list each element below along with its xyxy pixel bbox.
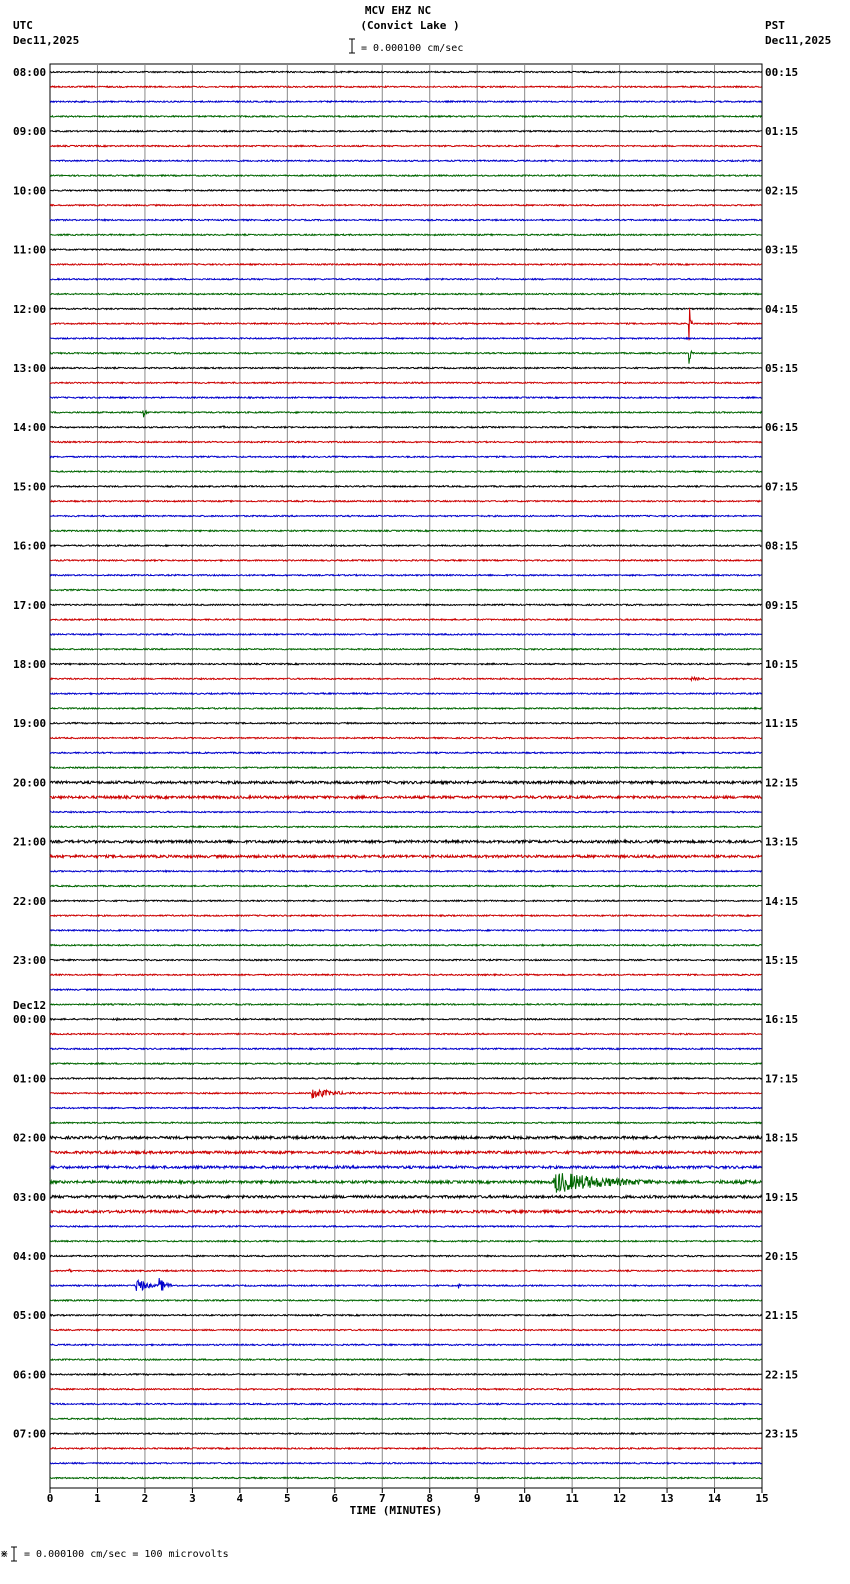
seismic-trace <box>50 1033 762 1034</box>
seismic-trace <box>50 101 762 102</box>
seismic-trace <box>50 190 762 191</box>
seismic-trace <box>50 1226 762 1227</box>
pst-hour-label: 14:15 <box>765 894 799 908</box>
x-tick-label: 4 <box>236 1492 244 1505</box>
utc-hour-label: 21:00 <box>13 835 47 849</box>
seismic-trace <box>50 737 762 738</box>
seismic-trace <box>50 708 762 709</box>
scale-bar-icon <box>349 39 355 53</box>
seismic-trace <box>50 767 762 768</box>
x-tick-label: 10 <box>518 1492 532 1505</box>
pst-hour-label: 19:15 <box>765 1190 799 1204</box>
pst-hour-label: 16:15 <box>765 1013 799 1027</box>
x-tick-label: 0 <box>46 1492 54 1505</box>
pst-date: Dec11,2025 <box>765 34 832 47</box>
seismic-trace <box>50 796 762 799</box>
seismic-trace <box>50 264 762 265</box>
utc-hour-label: 08:00 <box>13 66 47 79</box>
x-tick-label: 2 <box>141 1492 149 1505</box>
seismic-trace <box>50 604 762 605</box>
pst-hour-label: 18:15 <box>765 1131 799 1145</box>
utc-hour-label: 12:00 <box>13 302 47 316</box>
seismic-trace <box>50 530 762 531</box>
pst-hour-label: 07:15 <box>765 480 799 494</box>
utc-hour-label: 15:00 <box>13 480 47 494</box>
x-tick-label: 7 <box>378 1492 386 1505</box>
utc-hour-label: 05:00 <box>13 1309 47 1323</box>
pst-hour-label: 10:15 <box>765 658 799 671</box>
seismic-trace <box>50 1433 762 1434</box>
pst-hour-label: 00:15 <box>765 66 799 79</box>
seismic-trace <box>50 1196 762 1199</box>
seismic-trace <box>50 1389 762 1390</box>
seismic-trace <box>50 900 762 901</box>
seismic-trace <box>50 545 762 546</box>
x-tick-label: 12 <box>612 1492 627 1505</box>
utc-label: UTC <box>13 19 33 32</box>
scale-text: = 0.000100 cm/sec <box>361 43 464 54</box>
seismic-trace <box>50 1136 762 1139</box>
seismic-trace <box>50 1329 762 1330</box>
x-tick-label: 13 <box>660 1492 674 1505</box>
x-tick-label: 14 <box>707 1492 722 1505</box>
seismic-trace <box>50 693 762 694</box>
utc-hour-label: 01:00 <box>13 1072 47 1086</box>
pst-hour-label: 21:15 <box>765 1309 799 1323</box>
seismic-trace <box>50 1122 762 1123</box>
seismic-trace <box>50 1374 762 1375</box>
x-tick-label: 6 <box>331 1492 339 1505</box>
seismic-trace <box>50 249 762 250</box>
seismic-trace <box>50 1463 762 1464</box>
pst-hour-label: 03:15 <box>765 243 799 257</box>
x-tick-label: 3 <box>189 1492 196 1505</box>
x-axis-label: TIME (MINUTES) <box>349 1504 443 1517</box>
footer-scale-bar-icon <box>11 1547 17 1561</box>
seismic-trace <box>50 397 762 398</box>
seismic-trace <box>50 1151 762 1154</box>
seismic-trace <box>50 1403 762 1404</box>
pst-hour-label: 06:15 <box>765 421 799 435</box>
utc-hour-label: 23:00 <box>13 954 47 967</box>
utc-hour-label: 02:00 <box>13 1131 47 1145</box>
seismic-trace <box>50 234 762 235</box>
seismic-trace <box>50 1107 762 1108</box>
x-tick-label: 1 <box>94 1492 101 1505</box>
seismic-trace <box>50 1078 762 1079</box>
utc-hour-label: 14:00 <box>13 421 47 435</box>
utc-hour-label: 03:00 <box>13 1190 47 1204</box>
utc-hour-label: 19:00 <box>13 717 47 731</box>
seismic-trace <box>50 411 762 418</box>
seismic-trace <box>50 338 762 339</box>
seismic-trace <box>50 486 762 487</box>
footer-marker: ⋇ <box>0 1549 9 1560</box>
x-tick-label: 15 <box>755 1492 769 1505</box>
seismic-trace <box>50 219 762 220</box>
utc-date-change-label: Dec12 <box>13 999 47 1013</box>
seismic-trace <box>50 723 762 724</box>
seismic-trace <box>50 915 762 916</box>
seismic-trace <box>50 634 762 635</box>
seismic-trace <box>50 930 762 931</box>
seismic-trace <box>50 1300 762 1301</box>
seismic-trace <box>50 456 762 457</box>
seismic-trace <box>50 560 762 561</box>
seismic-trace <box>50 86 762 87</box>
seismic-trace <box>50 471 762 472</box>
seismic-trace <box>50 826 762 827</box>
seismic-trace <box>50 1344 762 1345</box>
pst-hour-label: 23:15 <box>765 1427 799 1441</box>
seismic-trace <box>50 293 762 294</box>
footer-scale-note: = 0.000100 cm/sec = 100 microvolts <box>24 1549 229 1560</box>
seismic-trace <box>50 1090 762 1099</box>
seismic-trace <box>50 855 762 858</box>
pst-hour-label: 04:15 <box>765 302 799 316</box>
seismic-trace <box>50 1359 762 1360</box>
seismic-trace <box>50 367 762 368</box>
x-tick-label: 5 <box>284 1492 291 1505</box>
utc-hour-label: 18:00 <box>13 658 47 671</box>
pst-hour-label: 08:15 <box>765 539 799 553</box>
seismic-trace <box>50 205 762 206</box>
pst-hour-label: 12:15 <box>765 776 799 790</box>
seismic-trace <box>50 441 762 442</box>
utc-hour-label: 17:00 <box>13 598 47 612</box>
utc-hour-label: 07:00 <box>13 1427 47 1441</box>
pst-hour-label: 05:15 <box>765 362 799 375</box>
seismic-trace <box>50 663 762 664</box>
seismic-trace <box>50 974 762 975</box>
seismic-trace <box>50 1418 762 1419</box>
seismic-trace <box>50 175 762 176</box>
seismic-trace <box>50 589 762 590</box>
utc-hour-label: 04:00 <box>13 1250 47 1263</box>
pst-hour-label: 17:15 <box>765 1072 799 1086</box>
utc-hour-label: 09:00 <box>13 125 47 139</box>
seismic-trace <box>50 501 762 502</box>
seismic-trace <box>50 575 762 576</box>
seismic-trace <box>50 1278 762 1291</box>
x-tick-label: 11 <box>565 1492 579 1505</box>
utc-hour-label: 06:00 <box>13 1368 47 1382</box>
seismic-trace <box>50 308 762 309</box>
utc-hour-label: 16:00 <box>13 539 47 553</box>
plot-frame <box>50 64 762 1488</box>
seismic-trace <box>50 278 762 280</box>
seismic-trace <box>50 1166 762 1169</box>
seismic-trace <box>50 351 762 364</box>
pst-hour-label: 11:15 <box>765 717 799 731</box>
seismic-trace <box>50 1448 762 1449</box>
utc-hour-label: 10:00 <box>13 184 47 198</box>
pst-label: PST <box>765 19 785 32</box>
utc-date: Dec11,2025 <box>13 34 80 47</box>
seismic-trace <box>50 426 762 428</box>
seismic-trace <box>50 1210 762 1213</box>
seismic-trace <box>50 1048 762 1049</box>
seismic-trace <box>50 145 762 146</box>
seismic-trace <box>50 1063 762 1064</box>
seismic-trace <box>50 1241 762 1242</box>
seismic-trace <box>50 989 762 990</box>
x-tick-label: 9 <box>473 1492 481 1505</box>
seismic-trace <box>50 752 762 753</box>
seismic-trace <box>50 1018 762 1020</box>
x-tick-label: 8 <box>426 1492 434 1505</box>
seismic-trace <box>50 160 762 161</box>
station-location: (Convict Lake ) <box>360 19 460 32</box>
pst-hour-label: 01:15 <box>765 125 799 139</box>
seismic-trace <box>50 959 762 960</box>
seismic-trace <box>50 840 762 843</box>
pst-hour-label: 09:15 <box>765 598 799 612</box>
seismic-trace <box>50 515 762 516</box>
pst-hour-label: 02:15 <box>765 184 799 198</box>
seismic-trace <box>50 781 762 784</box>
seismic-trace <box>50 885 762 886</box>
seismic-trace <box>50 71 762 72</box>
seismic-trace <box>50 619 762 620</box>
pst-hour-label: 15:15 <box>765 954 799 967</box>
seismic-trace <box>50 1004 762 1005</box>
utc-hour-label: 11:00 <box>13 243 47 257</box>
pst-hour-label: 22:15 <box>765 1368 799 1382</box>
seismic-trace <box>50 1173 762 1192</box>
seismic-trace <box>50 1269 762 1272</box>
seismic-trace <box>50 1255 762 1256</box>
seismic-trace <box>50 945 762 946</box>
seismic-trace <box>50 116 762 117</box>
seismic-trace <box>50 677 762 680</box>
pst-hour-label: 20:15 <box>765 1250 799 1263</box>
seismic-trace <box>50 131 762 132</box>
utc-hour-label: 22:00 <box>13 894 47 908</box>
seismic-trace <box>50 811 762 812</box>
seismic-trace <box>50 871 762 872</box>
utc-hour-label: 20:00 <box>13 776 47 790</box>
utc-hour-label: 13:00 <box>13 362 47 375</box>
seismic-trace <box>50 308 762 341</box>
seismic-trace <box>50 382 762 383</box>
seismic-trace <box>50 1315 762 1316</box>
station-title: MCV EHZ NC <box>364 4 432 17</box>
utc-hour-label: 00:00 <box>13 1013 47 1027</box>
seismic-trace <box>50 1477 762 1478</box>
pst-hour-label: 13:15 <box>765 835 799 849</box>
seismic-trace <box>50 649 762 650</box>
